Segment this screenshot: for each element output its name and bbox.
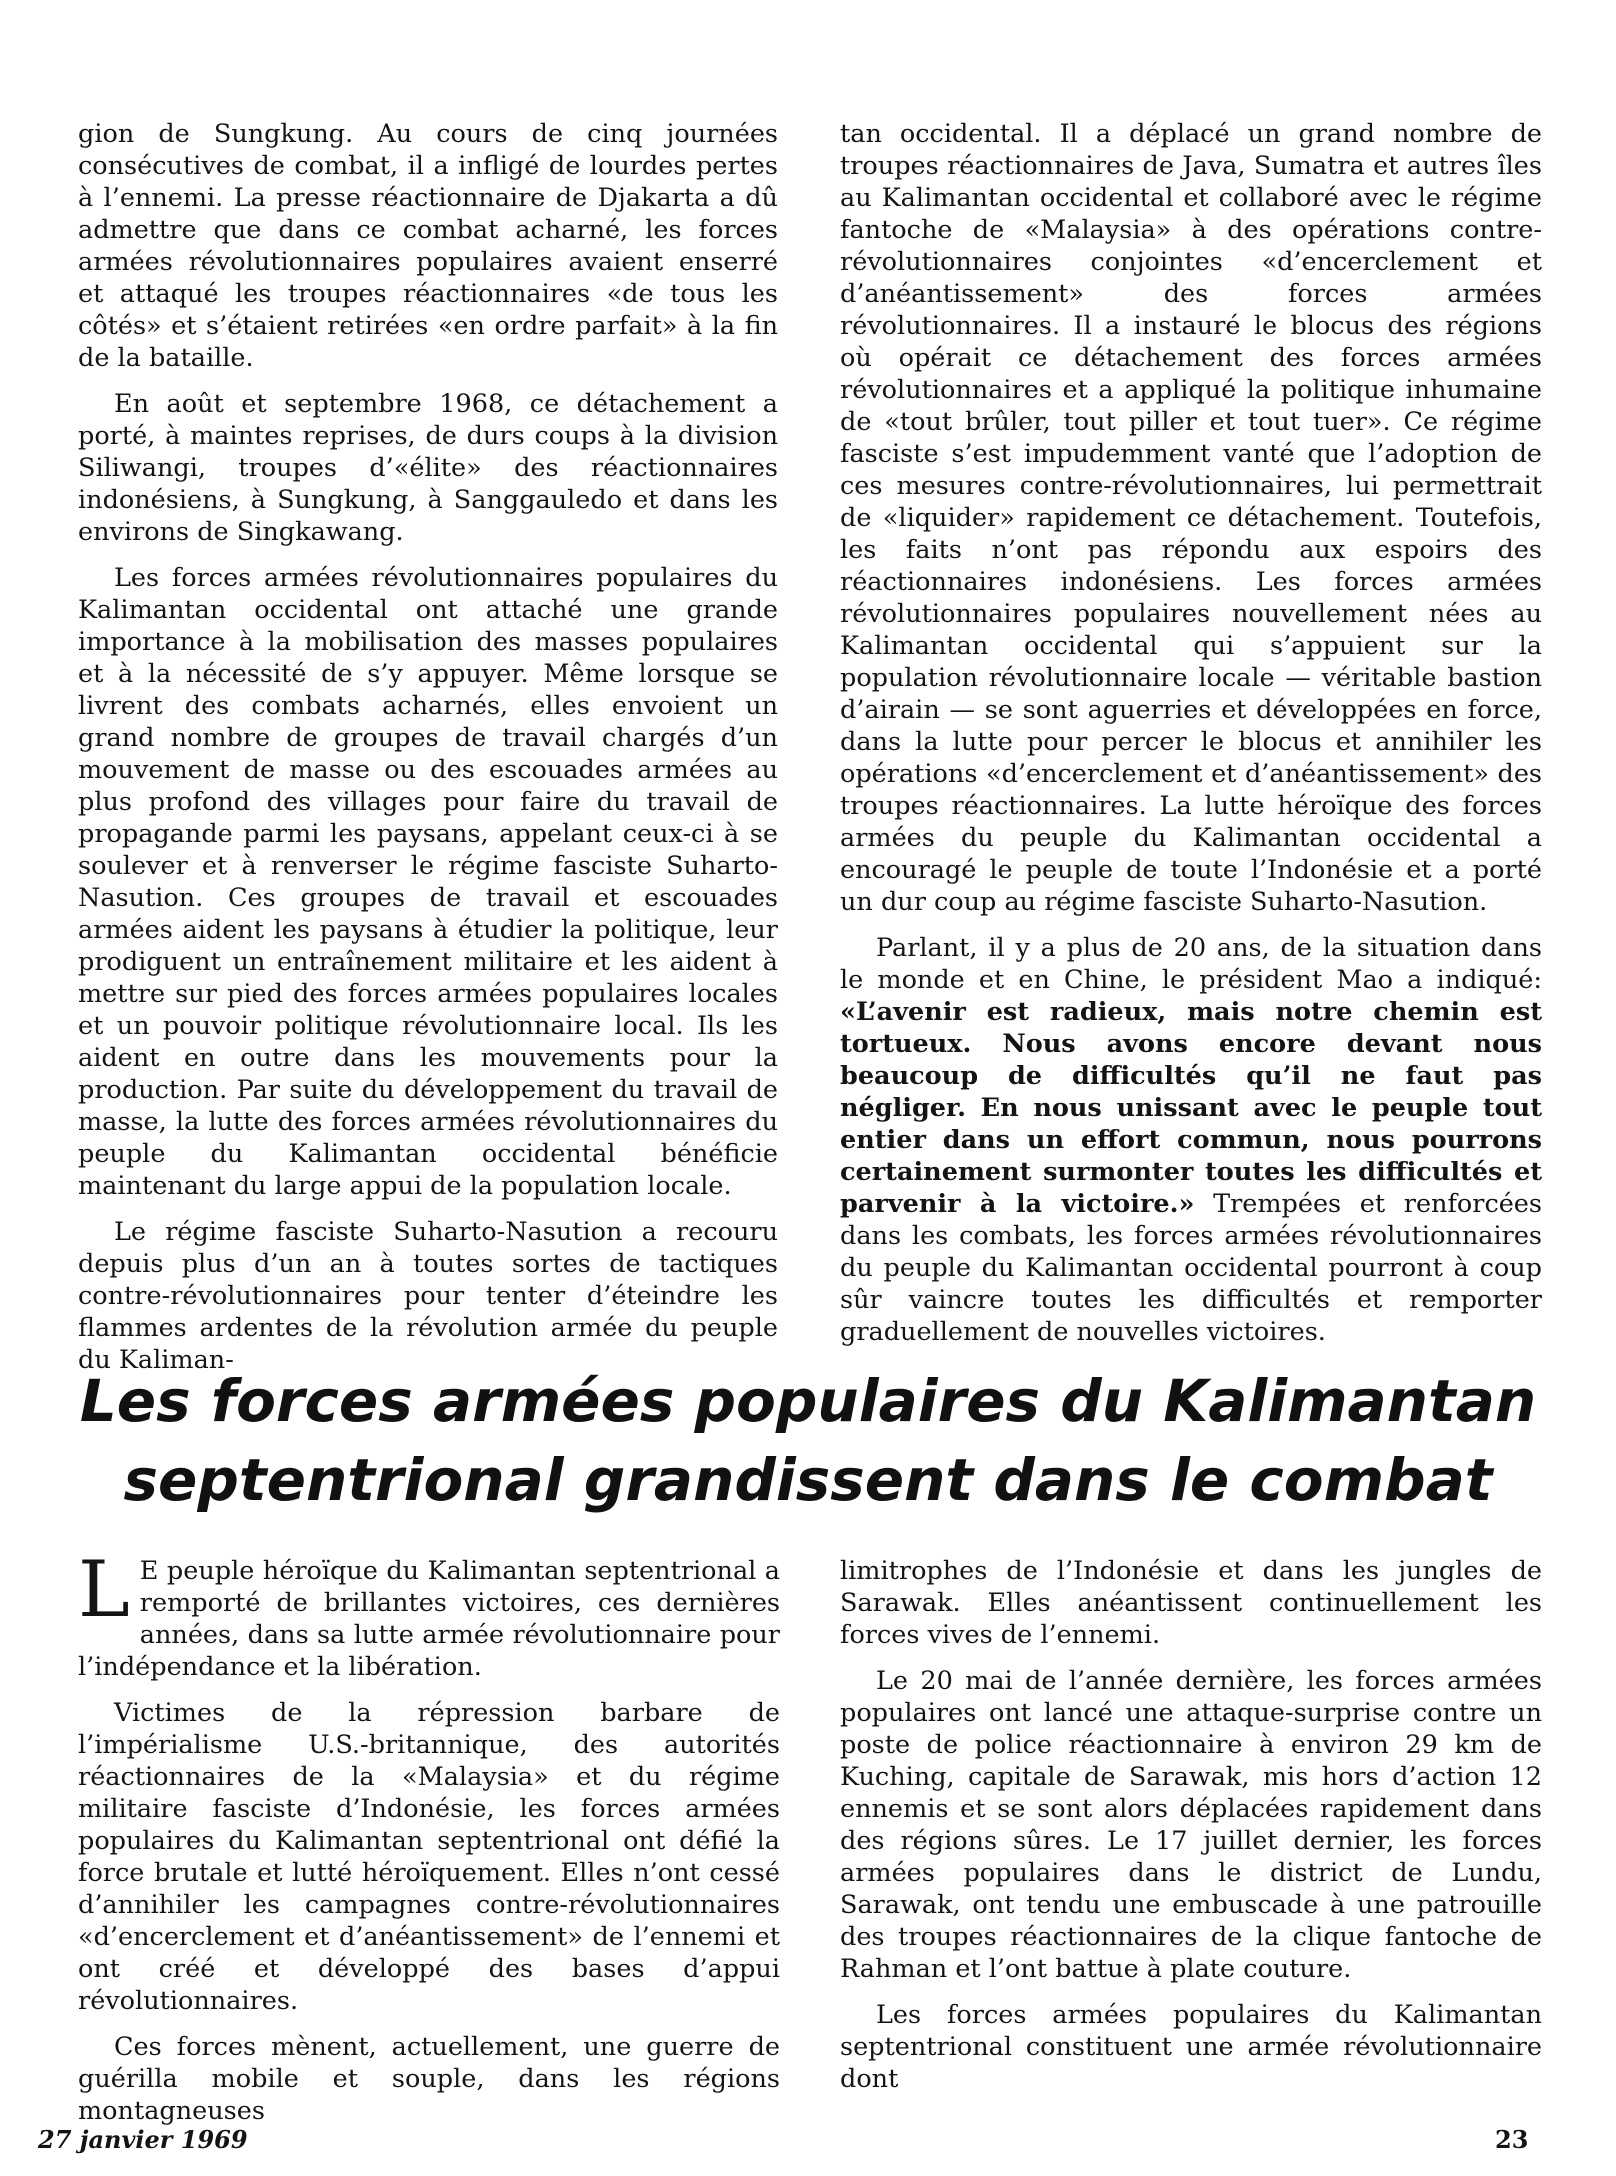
paragraph: Le 20 mai de l’année dernière, les forces armées populaires ont lancé une attaque-surprise contre un poste de police réactionnaire à environ 29 km de Kuching, capitale de Sarawak, mis hors d’action 12 ennemis et se sont alors déplacées rapidement dans des régions sûres. Le 17 juillet dernier, les forces armées populaires dans le district de Lundu, Sarawak, ont tendu une embuscade à une patrouille des troupes réactionnaires de la clique fantoche de Rahman et l’ont battue à plate couture.	[840, 1666, 1542, 1984]
paragraph: Les forces armées populaires du Kalimantan septentrional constituent une armée révolutionnaire dont	[840, 2000, 1542, 2094]
article2-title-line-2: septentrional grandissent dans le combat	[123, 1446, 1493, 1514]
paragraph: Victimes de la répression barbare de l’impérialisme U.S.-britannique, des autorités réactionnaires de la «Malaysia» et du régime militaire fasciste d’Indonésie, les forces armées populaires du Kalimantan septentrional ont défié la force brutale et lutté héroïquement. Elles n’ont cessé d’annihiler les campagnes contre-révolutionnaires «d’encerclement et d’anéantissement» de l’ennemi et ont créé et développé des bases d’appui révolutionnaires.	[78, 1698, 780, 2016]
article2-column-2	[840, 1555, 1542, 2109]
paragraph: gion de Sungkung. Au cours de cinq journées consécutives de combat, il a infligé de lourdes pertes à l’ennemi. La presse réactionnaire de Djakarta a dû admettre que dans ce combat acharné, les forces armées révolutionnaires populaires avaient enserré et attaqué les troupes réactionnaires «de tous les côtés» et s’étaient retirées «en ordre parfait» à la fin de la bataille.	[78, 119, 778, 373]
paragraph: En août et septembre 1968, ce détachement a porté, à maintes reprises, de durs coups à la division Siliwangi, troupes d’«élite» des réactionnaires indonésiens, à Sungkung, à Sanggauledo et dans les environs de Singkawang.	[78, 389, 778, 547]
article2-title-line-1: Les forces armées populaires du Kalimantan	[79, 1367, 1537, 1435]
article2-column-1	[78, 1545, 780, 2141]
quote-intro: Parlant, il y a plus de 20 ans, de la situation dans le monde et en Chine, le président Mao a indiqué:	[840, 933, 1542, 995]
lead-text: E peuple héroïque du Kalimantan septentrional a remporté de brillantes victoires, ces dernières années, dans sa lutte armée révolutionnaire pour l’indépendance et la libération.	[78, 1556, 780, 1682]
article1-column-2	[840, 118, 1542, 1362]
paragraph: Ces forces mènent, actuellement, une guerre de guérilla mobile et souple, dans les régions montagneuses	[78, 2032, 780, 2126]
paragraph: tan occidental. Il a déplacé un grand nombre de troupes réactionnaires de Java, Sumatra et autres îles au Kalimantan occidental et collaboré avec le régime fantoche de «Malaysia» à des opérations contre-révolutionnaires conjointes «d’encerclement et d’anéantissement» des forces armées révolutionnaires. Il a instauré le blocus des régions où opérait ce détachement des forces armées révolutionnaires et a appliqué la politique inhumaine de «tout brûler, tout piller et tout tuer». Ce régime fasciste s’est impudemment vanté que l’adoption de ces mesures contre-révolutionnaires, lui permettrait de «liquider» rapidement ce détachement. Toutefois, les faits n’ont pas répondu aux espoirs des réactionnaires indonésiens. Les forces armées révolutionnaires populaires nouvellement nées au Kalimantan occidental qui s’appuient sur la population révolutionnaire locale — véritable bastion d’airain — se sont aguerries et développées en force, dans la lutte pour percer le blocus et annihiler les opérations «d’encerclement et d’anéantissement» des troupes réactionnaires. La lutte héroïque des forces armées du peuple du Kalimantan occidental a encouragé le peuple de toute l’Indonésie et a porté un dur coup au régime fasciste Suharto-Nasution.	[840, 119, 1542, 917]
paragraph: Les forces armées révolutionnaires populaires du Kalimantan occidental ont attaché une grande importance à la mobilisation des masses populaires et à la nécessité de s’y appuyer. Même lorsque se livrent des combats acharnés, elles envoient un grand nombre de groupes de travail chargés d’un mouvement de masse ou des escouades armées au plus profond des villages pour faire du travail de propagande parmi les paysans, appelant ceux-ci à se soulever et à renverser le régime fasciste Suharto-Nasution. Ces groupes de travail et escouades armées aident les paysans à étudier la politique, leur prodiguent un entraînement militaire et les aident à mettre sur pied des forces armées populaires locales et un pouvoir politique révolutionnaire local. Ils les aident en outre dans les mouvements pour la production. Par suite du développement du travail de masse, la lutte des forces armées révolutionnaires du peuple du Kalimantan occidental bénéficie maintenant du large appui de la population locale.	[78, 563, 778, 1201]
drop-cap: L	[78, 1545, 130, 1635]
page-number: 23	[1495, 2125, 1529, 2154]
article1-column-1	[78, 118, 778, 1390]
mao-quote: «L’avenir est radieux, mais notre chemin est tortueux. Nous avons encore devant nous beaucoup de difficultés qu’il ne faut pas négliger. En nous unissant avec le peuple tout entier dans un effort commun, nous pourrons certainement surmonter toutes les difficultés et parvenir à la victoire.»	[840, 997, 1542, 1219]
paragraph-mao-quote	[840, 932, 1542, 1348]
paragraph: Le régime fasciste Suharto-Nasution a recouru depuis plus d’un an à toutes sortes de tactiques contre-révolutionnaires pour tenter d’éteindre les flammes ardentes de la révolution armée du peuple du Kaliman-	[78, 1217, 778, 1375]
footer-date: 27 janvier 1969	[38, 2125, 248, 2154]
quote-conclusion: Trempées et renforcées dans les combats, les forces armées révolutionnaires du peuple du Kalimantan occidental pourront à coup sûr vaincre toutes les difficultés et remporter graduellement de nouvelles victoires.	[840, 1189, 1542, 1347]
paragraph: limitrophes de l’Indonésie et dans les jungles de Sarawak. Elles anéantissent continuellement les forces vives de l’ennemi.	[840, 1556, 1542, 1650]
lead-paragraph	[78, 1545, 780, 1683]
